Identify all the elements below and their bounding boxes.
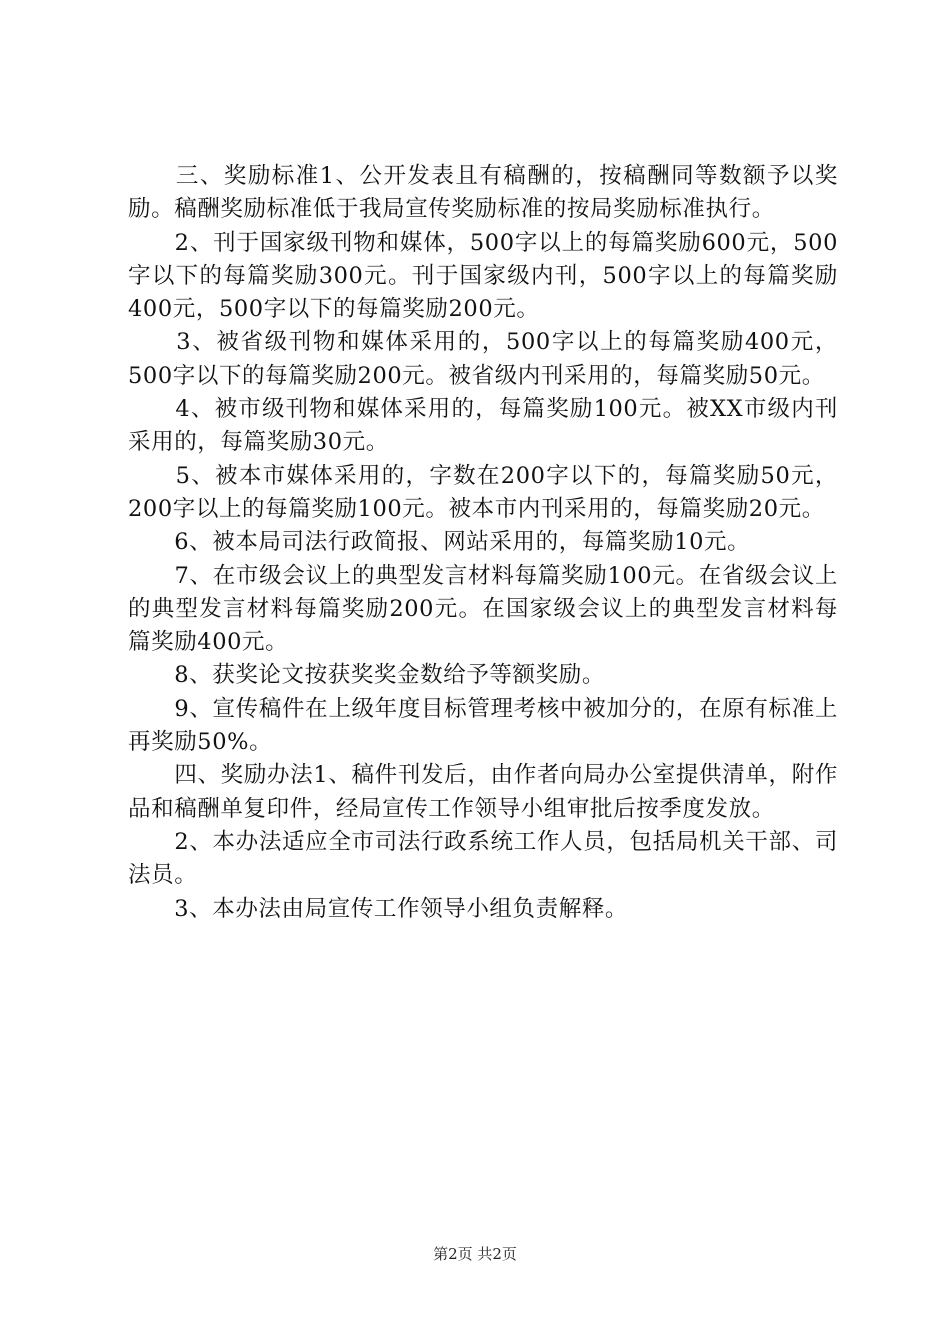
paragraph-bonus-points: 9、宣传稿件在上级年度目标管理考核中被加分的，在原有标准上再奖励50%。 [128,695,838,756]
paragraph-interpretation: 3、本办法由局宣传工作领导小组负责解释。 [128,895,629,922]
paragraph-bureau-briefing: 6、被本局司法行政简报、网站采用的，每篇奖励10元。 [128,529,751,556]
paragraph-national-level: 2、刊于国家级刊物和媒体，500字以上的每篇奖励600元，500字以下的每篇奖励300元。刊于国家级内刊，500字以上的每篇奖励400元，500字以下的每篇奖励200元。 [128,229,838,323]
paragraph-provincial-level: 3、被省级刊物和媒体采用的，500字以上的每篇奖励400元，500字以下的每篇奖励200元。被省级内刊采用的，每篇奖励50元。 [128,329,838,389]
document-body [128,160,838,926]
paragraph-reward-standard-1: 三、奖励标准1、公开发表且有稿酬的，按稿酬同等数额予以奖励。稿酬奖励标准低于我局宣传奖励标准的按局奖励标准执行。 [128,163,838,223]
paragraph-city-level: 4、被市级刊物和媒体采用的，每篇奖励100元。被XX市级内刊采用的，每篇奖励30元。 [128,396,838,456]
paragraph-reward-method-1: 四、奖励办法1、稿件刊发后，由作者向局办公室提供清单，附作品和稿酬单复印件，经局宣传工作领导小组审批后按季度发放。 [128,762,838,822]
paragraph-scope: 2、本办法适应全市司法行政系统工作人员，包括局机关干部、司法员。 [128,828,838,889]
paragraph-meeting-speech: 7、在市级会议上的典型发言材料每篇奖励100元。在省级会议上的典型发言材料每篇奖励200元。在国家级会议上的典型发言材料每篇奖励400元。 [128,562,838,656]
paragraph-local-media: 5、被本市媒体采用的，字数在200字以下的，每篇奖励50元，200字以上的每篇奖励100元。被本市内刊采用的，每篇奖励20元。 [128,462,838,522]
page-number-footer: 第2页 共2页 [433,1245,517,1263]
paragraph-award-paper: 8、获奖论文按获奖奖金数给予等额奖励。 [128,662,605,689]
